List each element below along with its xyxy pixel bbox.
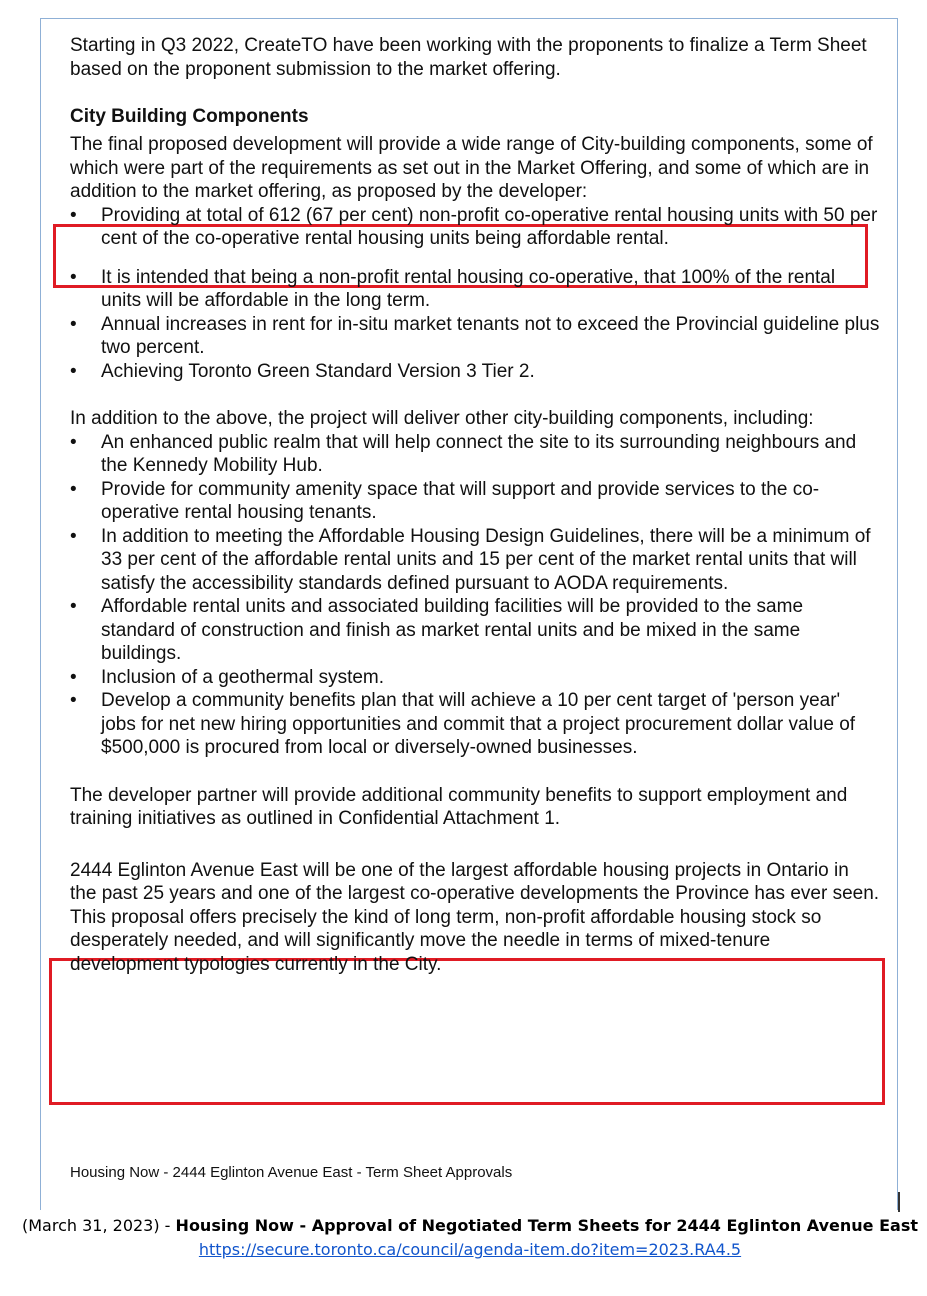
list-item: • It is intended that being a non-profit rental housing co-operative, that 100% of the rental units will be affordable in the long term. xyxy=(70,266,880,313)
developer-paragraph: The developer partner will provide additional community benefits to support employment and training initiatives as outlined in Confidential Attachment 1. xyxy=(70,784,848,829)
list-item: • An enhanced public realm that will help connect the site to its surrounding neighbours and the Kennedy Mobility Hub. xyxy=(70,431,880,478)
source-link[interactable]: https://secure.toronto.ca/council/agenda-item.do?item=2023.RA4.5 xyxy=(198,1240,742,1259)
list-item: • Providing at total of 612 (67 per cent) non-profit co-operative rental housing units with 50 per cent of the co-operative rental housing units being affordable rental. xyxy=(70,204,880,251)
intro-paragraph: Starting in Q3 2022, CreateTO have been working with the proponents to finalize a Term Sheet based on the proponent submission to the market offering. xyxy=(70,35,867,80)
source-caption xyxy=(0,1214,927,1262)
components-list xyxy=(70,204,880,384)
caption-date: (March 31, 2023) - xyxy=(22,1216,176,1235)
page-footer: Housing Now - 2444 Eglinton Avenue East - Term Sheet Approvals xyxy=(70,1164,513,1181)
list-item: • Affordable rental units and associated building facilities will be provided to the same standard of construction and finish as market rental units and be mixed in the same buildings. xyxy=(70,595,880,666)
list-item: • In addition to meeting the Affordable Housing Design Guidelines, there will be a minimum of 33 per cent of the affordable rental units and 15 per cent of the market rental units that will satisfy the accessibility standards defined pursuant to AODA requirements. xyxy=(70,525,880,596)
page-edge-mark xyxy=(898,1192,900,1212)
caption-title: Housing Now - Approval of Negotiated Term Sheets for 2444 Eglinton Avenue East xyxy=(175,1216,918,1235)
summary-paragraph: 2444 Eglinton Avenue East will be one of the largest affordable housing projects in Ontario in the past 25 years and one of the largest co-operative developments the Province has ever seen. This proposal offers precisely the kind of long term, non-profit affordable housing stock so desperately needed, and will significantly move the needle in terms of mixed-tenure development typologies currently in the City. xyxy=(70,859,880,975)
list-item: • Develop a community benefits plan that will achieve a 10 per cent target of 'person year' jobs for net new hiring opportunities and commit that a project procurement dollar value of $500,000 is procured from local or diversely-owned businesses. xyxy=(70,689,880,760)
list-item: • Provide for community amenity space that will support and provide services to the co-operative rental housing tenants. xyxy=(70,478,880,525)
section-heading: City Building Components xyxy=(70,106,309,127)
additional-intro-paragraph: In addition to the above, the project will deliver other city-building components, including: xyxy=(70,408,814,429)
section-intro-paragraph: The final proposed development will provide a wide range of City-building components, some of which were part of the requirements as set out in the Market Offering, and some of which are in addition to the market offering, as proposed by the developer: xyxy=(70,134,873,202)
document-body xyxy=(70,34,880,976)
list-item: • Achieving Toronto Green Standard Version 3 Tier 2. xyxy=(70,360,880,384)
list-item: • Annual increases in rent for in-situ market tenants not to exceed the Provincial guideline plus two percent. xyxy=(70,313,880,360)
highlight-box-summary xyxy=(49,958,885,1105)
list-item: • Inclusion of a geothermal system. xyxy=(70,666,880,690)
additional-components-list xyxy=(70,431,880,760)
